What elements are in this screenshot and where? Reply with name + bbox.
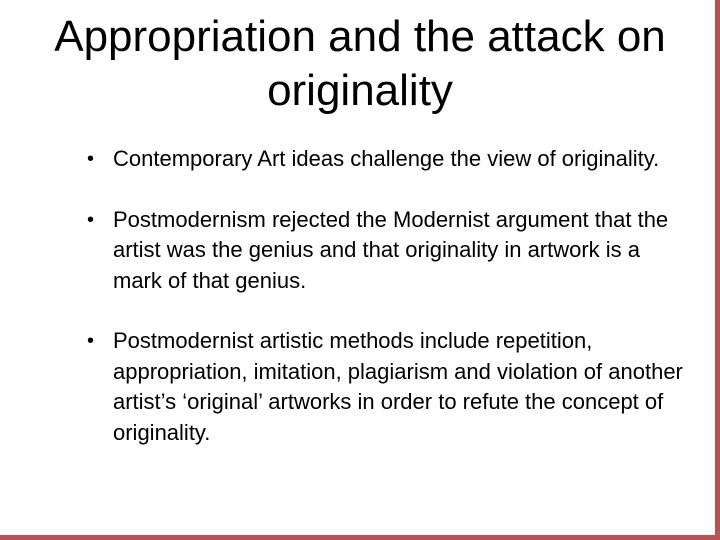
bullet-text: Postmodernism rejected the Modernist argument that the artist was the genius and that originality in artwork is a mark of that genius.: [113, 206, 669, 293]
bullet-icon: •: [87, 330, 95, 352]
slide-title: Appropriation and the attack on originality: [54, 12, 666, 115]
bullet-item: [87, 326, 687, 448]
bullet-list: [87, 144, 687, 478]
bullet-item: [87, 144, 687, 175]
bullet-icon: •: [87, 148, 95, 170]
slide-border-right: [715, 0, 720, 540]
bullet-text: Postmodernist artistic methods include repetition, appropriation, imitation, plagiarism and violation of another artist’s ‘original’ artworks in order to refute the concept of originality.: [113, 328, 683, 445]
bullet-text: Contemporary Art ideas challenge the view of originality.: [113, 146, 660, 171]
slide-border-bottom: [0, 535, 720, 540]
bullet-icon: •: [87, 208, 95, 231]
bullet-item: [87, 205, 687, 297]
